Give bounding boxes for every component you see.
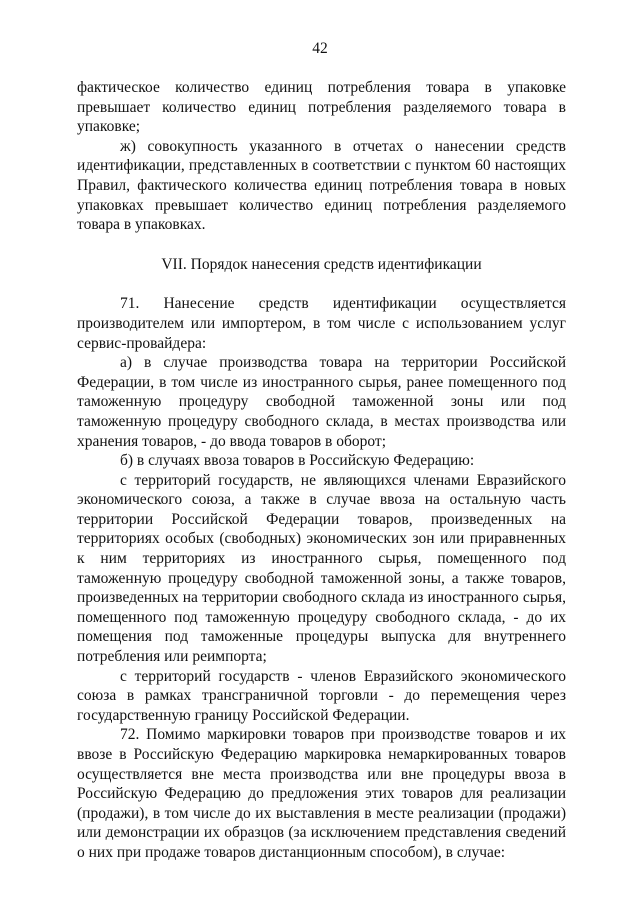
- section-heading: VII. Порядок нанесения средств идентификации: [161, 255, 482, 273]
- page-number: 42: [312, 40, 328, 57]
- paragraph-71-a: а) в случае производства товара на территории Российской Федерации, в том числе из иностранного сырья, ранее помещенного под таможенную процедуру свободной таможенной зоны или под таможенную процедуру свободного склада, в местах производства или хранения товаров, - до ввода товаров в оборот;: [77, 354, 566, 450]
- paragraph-72: 72. Помимо маркировки товаров при производстве товаров и их ввозе в Российскую Федерацию маркировка немаркированных товаров осуществляется вне места производства или вне процедуры ввоза в Российскую Федерацию до предложения этих товаров для реализации (продажи), в том числе до их выставления в месте реализации (продажи) или демонстрации их образцов (за исключением представления сведений о них при продаже товаров дистанционным способом), в случае:: [77, 726, 566, 861]
- paragraph-71: 71. Нанесение средств идентификации осуществляется производителем или импортером, в том числе с использованием услуг сервис-провайдера:: [77, 295, 566, 352]
- paragraph-71-b-2: с территорий государств - членов Евразийского экономического союза в рамках трансграничной торговли - до перемещения через государственную границу Российской Федерации.: [77, 667, 566, 724]
- paragraph-continuation: фактическое количество единиц потребления товара в упаковке превышает количество единиц потребления разделяемого товара в упаковке;: [77, 79, 566, 136]
- paragraph-71-b-1: с территорий государств, не являющихся членами Евразийского экономического союза, а также в случае ввоза на остальную часть территории Российской Федерации товаров, произведенных на территориях особых (свободных) экономических зон или приравненных к ним территориях из иностранного сырья, помещенного под таможенную процедуру свободной таможенной зоны, а также товаров, произведенных на территории свободного склада из иностранного сырья, помещенного под таможенную процедуру свободного склада, - до их помещения под таможенные процедуры выпуска для внутреннего потребления или реимпорта;: [77, 471, 566, 666]
- paragraph-zh: ж) совокупность указанного в отчетах о нанесении средств идентификации, представленных в соответствии с пунктом 60 настоящих Правил, фактического количества единиц потребления товара в новых упаковках превышает количество единиц потребления разделяемого товара в упаковках.: [77, 137, 566, 234]
- paragraph-71-b: б) в случаях ввоза товаров в Российскую Федерацию:: [120, 452, 475, 470]
- document-body: [77, 78, 566, 863]
